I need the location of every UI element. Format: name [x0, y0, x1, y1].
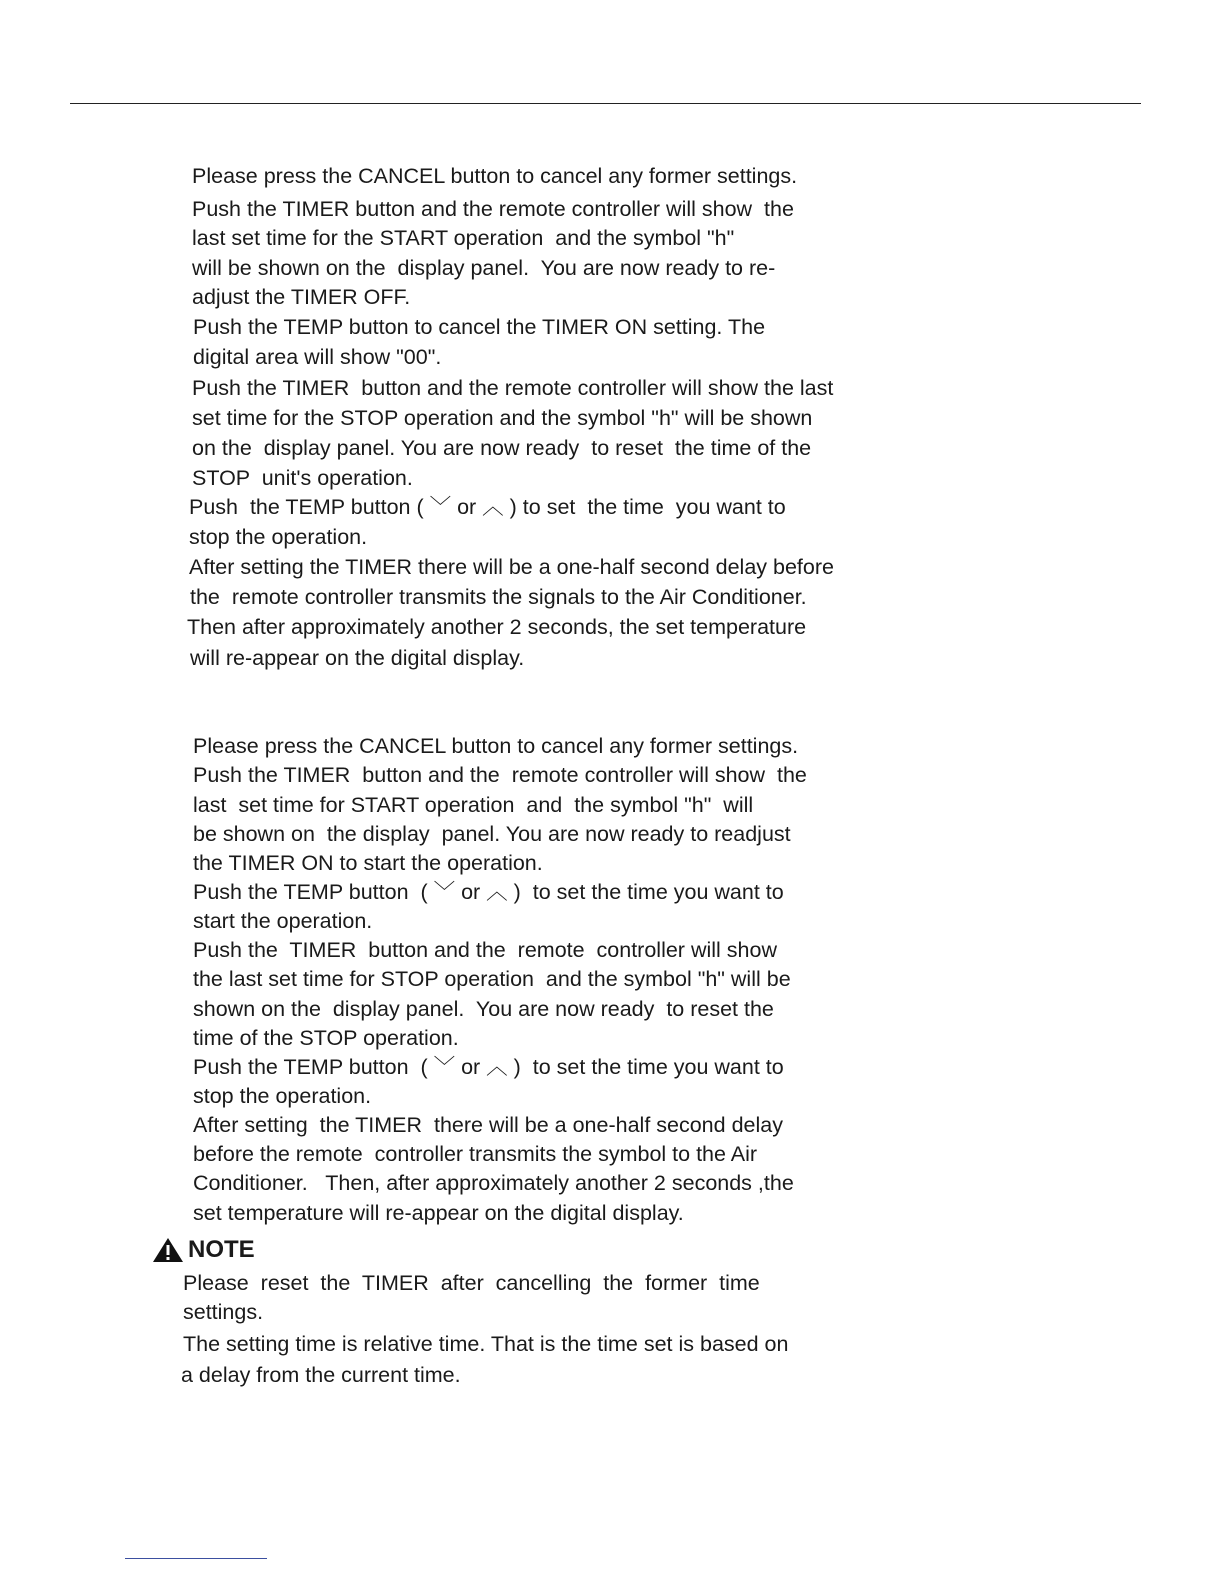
text-line: Please reset the TIMER after cancelling the former time — [183, 1271, 760, 1295]
text-line: Conditioner. Then, after approximately another 2 seconds ,the — [193, 1171, 794, 1195]
text-line: before the remote controller transmits the symbol to the Air — [193, 1142, 758, 1166]
text-line: shown on the display panel. You are now ready to reset the — [193, 997, 774, 1021]
text-line: be shown on the display panel. You are now ready to readjust — [193, 822, 791, 846]
text-line: stop the operation. — [193, 1084, 372, 1108]
text-line: stop the operation. — [189, 525, 368, 549]
text-line: STOP unit's operation. — [192, 466, 413, 490]
text-line: on the display panel. You are now ready to reset the time of the — [192, 436, 812, 460]
text-line: Please press the CANCEL button to cancel any former settings. — [193, 734, 799, 758]
header-rule — [70, 103, 1141, 104]
text-line: digital area will show "00". — [193, 345, 442, 369]
text-line: Push the TEMP button ( ﹀ or ︿ ) to set the time you want to — [193, 1055, 784, 1079]
footer-rule — [125, 1558, 267, 1559]
text-line: Push the TEMP button ( ﹀ or ︿ ) to set the time you want to — [189, 495, 786, 519]
text-line: the last set time for STOP operation and the symbol "h" will be — [193, 967, 791, 991]
text-line: The setting time is relative time. That is the time set is based on — [183, 1332, 789, 1356]
text-line: adjust the TIMER OFF. — [192, 285, 411, 309]
text-line: Push the TIMER button and the remote controller will show the — [193, 763, 807, 787]
text-line: Please press the CANCEL button to cancel any former settings. — [192, 164, 798, 188]
text-line: Push the TEMP button to cancel the TIMER ON setting. The — [193, 315, 766, 339]
text-line: will be shown on the display panel. You are now ready to re- — [192, 256, 776, 280]
text-line: last set time for START operation and the symbol "h" will — [193, 793, 754, 817]
text-line: a delay from the current time. — [181, 1363, 461, 1387]
note-heading — [152, 1236, 255, 1264]
text-line: After setting the TIMER there will be a one-half second delay before — [189, 555, 834, 579]
text-line: will re-appear on the digital display. — [190, 646, 525, 670]
text-line: time of the STOP operation. — [193, 1026, 459, 1050]
warning-triangle-icon — [152, 1237, 184, 1263]
text-line: last set time for the START operation and the symbol "h" — [192, 226, 735, 250]
text-line: Push the TIMER button and the remote controller will show — [193, 938, 777, 962]
text-line: After setting the TIMER there will be a one-half second delay — [193, 1113, 783, 1137]
text-line: set temperature will re-appear on the digital display. — [193, 1201, 684, 1225]
note-heading-label: NOTE — [188, 1236, 255, 1263]
text-line: Push the TIMER button and the remote controller will show the — [192, 197, 794, 221]
text-line: Push the TIMER button and the remote controller will show the last — [192, 376, 834, 400]
text-line: Push the TEMP button ( ﹀ or ︿ ) to set the time you want to — [193, 880, 784, 904]
text-line: the remote controller transmits the signals to the Air Conditioner. — [190, 585, 807, 609]
text-line: start the operation. — [193, 909, 373, 933]
text-line: the TIMER ON to start the operation. — [193, 851, 543, 875]
text-line: settings. — [183, 1300, 264, 1324]
text-line: Then after approximately another 2 seconds, the set temperature — [187, 615, 807, 639]
text-line: set time for the STOP operation and the symbol "h" will be shown — [192, 406, 813, 430]
